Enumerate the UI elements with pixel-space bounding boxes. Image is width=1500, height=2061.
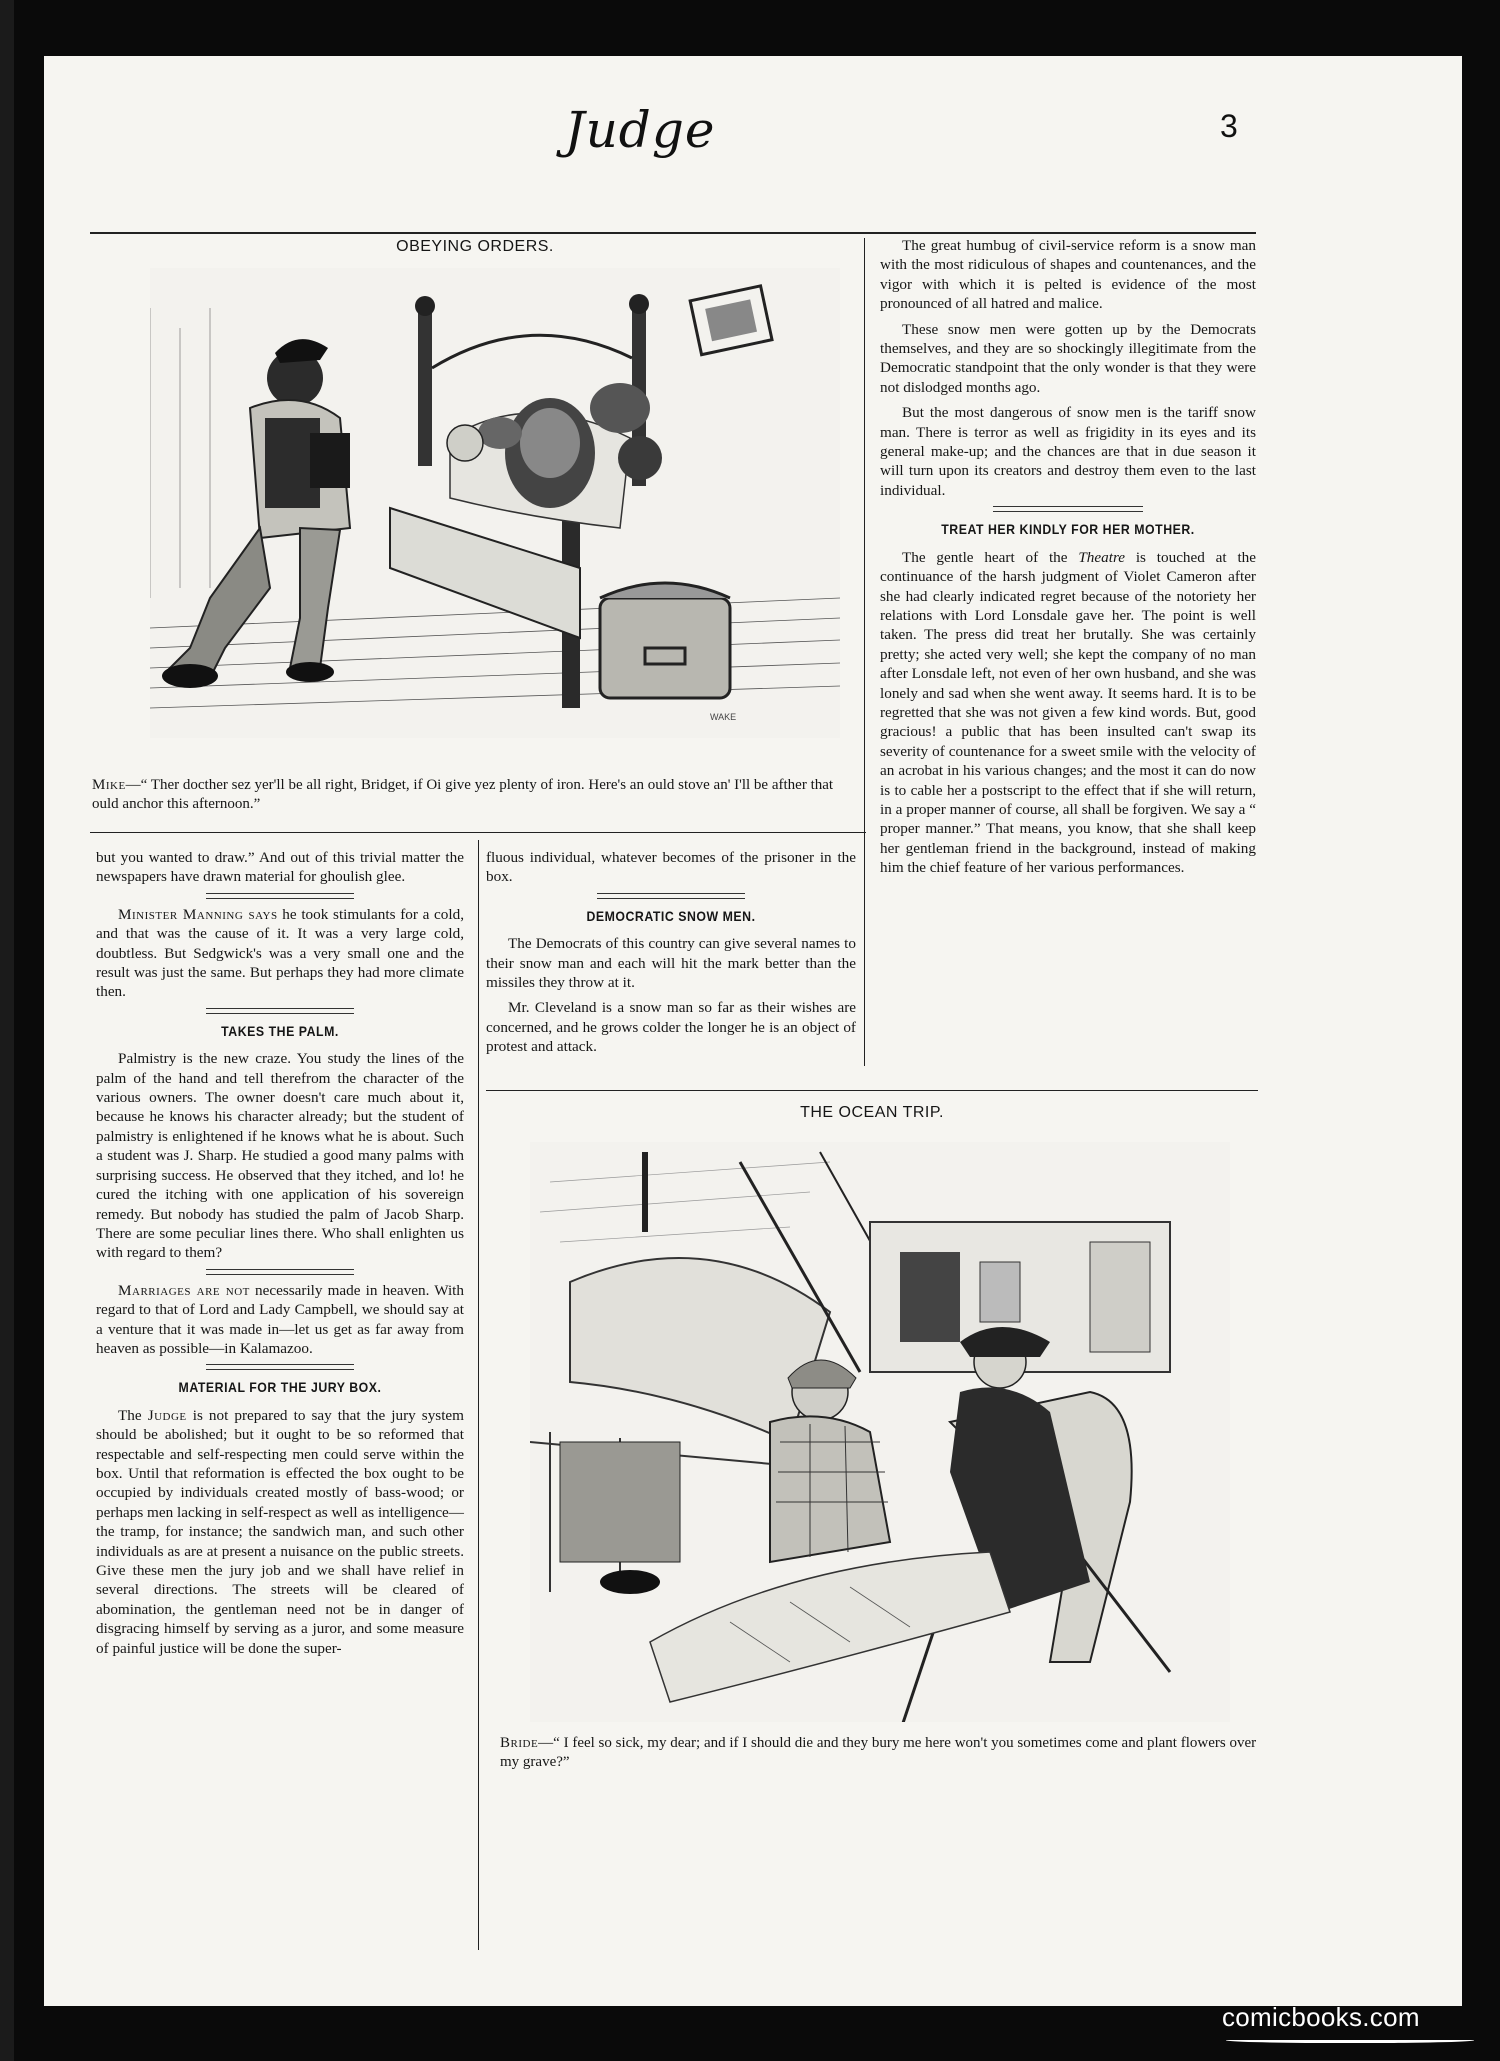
cartoon2-top-rule [486,1090,1258,1091]
cartoon1-title: OBEYING ORDERS. [396,238,554,255]
theatre-title: Theatre [1078,548,1126,566]
cartoon2-title: THE OCEAN TRIP. [800,1104,944,1121]
middle-col-paragraph: The Democrats of this country can give several names to their snow man and each will hit the mark better than the missiles they throw at it. [486,935,856,992]
cartoon2-caption-text: —“ I feel so sick, my dear; and if I should die and they bury me here won't you sometimes come and plant flowers over my grave?” [500,1735,1257,1770]
section-divider [993,506,1143,512]
section-heading-democratic-snow-men: DEMOCRATIC SNOW MEN. [586,907,756,924]
column-rule-right [864,238,865,1066]
middle-col-paragraph: Mr. Cleveland is a snow man so far as their wishes are concerned, and he grows colder the longer he is an object of protest and attack. [486,999,856,1056]
obeying-orders-illustration [150,268,840,738]
ocean-trip-illustration [530,1142,1230,1722]
marriages-text: necessarily made in heaven. With regard to that of Lord and Lady Campbell, we should say at a venture that it was made in—let us get as far away from heaven as possible—in Kalamazoo. [96,1281,464,1357]
cartoon2-speaker: Bride [500,1735,539,1751]
section-divider [206,1269,353,1275]
right-col-paragraph-theatre [880,548,1256,878]
section-heading-treat-her-kindly: TREAT HER KINDLY FOR HER MOTHER. [941,521,1195,538]
cartoon1-bottom-rule [90,832,866,833]
section-divider [206,1364,353,1370]
cartoon1-speaker: Mike [92,777,126,793]
left-col-paragraph-jury [96,1406,464,1658]
section-heading-takes-the-palm: TAKES THE PALM. [221,1022,339,1039]
column-rule-left [478,840,479,1950]
middle-col-paragraph: fluous individual, whatever becomes of the prisoner in the box. [486,849,856,886]
svg-text:WAKE: WAKE [710,712,737,722]
cartoon1-caption-text: —“ Ther docther sez yer'll be all right, Bridget, if Oi give yez plenty of iron. Here's an ould stove an' I'll be afther that ould anchor this afternoon.” [92,777,834,812]
theatre-text-lead: The gentle heart of the [902,548,1079,566]
right-col-paragraph: The great humbug of civil-service reform is a snow man with the most ridiculous of shapes and countenances, and the vigor with which it is pelted is evidence of the most pronounced of all hatred and malice. [880,237,1256,313]
left-column [96,848,464,1664]
cartoon1-caption [92,776,862,814]
section-divider [206,893,353,899]
site-watermark: comicbooks.com [1222,2002,1420,2032]
left-col-paragraph-palmistry: Palmistry is the new craze. You study the lines of the palm of the hand and tell therefrom the character of the various owners. The owner doesn't care much about it, because he knows his character already; but the student of palmistry is enlightened if he knows what he is about. Such a student was J. Sharp. He studied a good many palms with surprising success. He observed that they itched, and lo! he cured the itching with one application of his sovereign remedy. But nobody has studied the palm of Jacob Sharp. There are some peculiar lines there. Who shall enlighten us with regard to them? [96,1050,464,1262]
binding-edge [0,0,14,2061]
section-divider [206,1008,353,1014]
judge-name: Judge [147,1406,187,1424]
page-number: 3 [1220,108,1238,144]
manning-lead: Minister Manning says [118,905,278,923]
theatre-text-body: is touched at the continuance of the harsh judgment of Violet Cameron after she had clearly indicated regret because of the notoriety her relations with Lord Lonsdale gave her. The point is well taken. The press did treat her brutally. She was certainly pretty; she acted very well; she kept the company of no man after Lonsdale left, not even of her own husband, and she was lonely and sad when she went away. It seems hard. It is to be regretted that she was not given a few kind words. But, good gracious! a public that has been insulted can't swap its severity of countenance for a sweet smile with the velocity of an acrobat in his various changes; and the most it can do now is to cable her a postscript to the effect that if she will return, in a proper manner of course, all shall be forgiven. We say a “ proper manner.” That means, you know, that she shall keep her gentleman friend in the background, instead of making him the chief feature of her various performances. [880,548,1256,877]
left-col-paragraph-marriages [96,1281,464,1359]
left-col-paragraph: but you wanted to draw.” And out of this trivial matter the newspapers have drawn material for ghoulish glee. [96,849,464,886]
manning-text: he took stimulants for a cold, and that was the cause of it. It was a very large cold, doubtless. But Sedgwick's was a very small one and the result was just the same. But perhaps they had more climate then. [96,905,465,1001]
cartoon2-caption [500,1734,1265,1772]
right-col-paragraph: But the most dangerous of snow men is the tariff snow man. There is terror as well as frigidity in its eyes and its general make-up; and the chances are that in due season it will turn upon its creators and destroy them even to the last individual. [880,404,1256,499]
middle-column [486,848,856,1063]
masthead-title: Judge [564,101,716,159]
marriages-lead: Marriages are not [118,1281,250,1299]
section-divider [597,893,745,899]
masthead-rule [90,232,1256,234]
right-column [880,236,1256,884]
left-col-paragraph-manning [96,905,464,1002]
watermark-swoosh [1226,2036,1474,2043]
jury-text-body: is not prepared to say that the jury system should be abolished; but it ought to be so reformed that respectable and self-respecting men could serve within the box. Until that reformation is effected the box ought to be occupied by individuals created mostly of bass-wood; or perhaps men lacking in self-respect as well as intelligence—the tramp, for instance; the sandwich man, and such other individuals as are at present a nuisance on the public streets. Give these men the jury job and we shall have relief in several directions. The streets will be cleared of abomination, the gentleman need not be in danger of disgracing himself by serving as a juror, and some measure of painful justice will be done the super- [96,1406,464,1657]
section-heading-jury-box: MATERIAL FOR THE JURY BOX. [178,1379,382,1396]
jury-text-lead: The [118,1406,148,1424]
right-col-paragraph: These snow men were gotten up by the Democrats themselves, and they are so shockingly illegitimate from the Democratic standpoint that the only wonder is that they were not dislodged months ago. [880,320,1256,396]
